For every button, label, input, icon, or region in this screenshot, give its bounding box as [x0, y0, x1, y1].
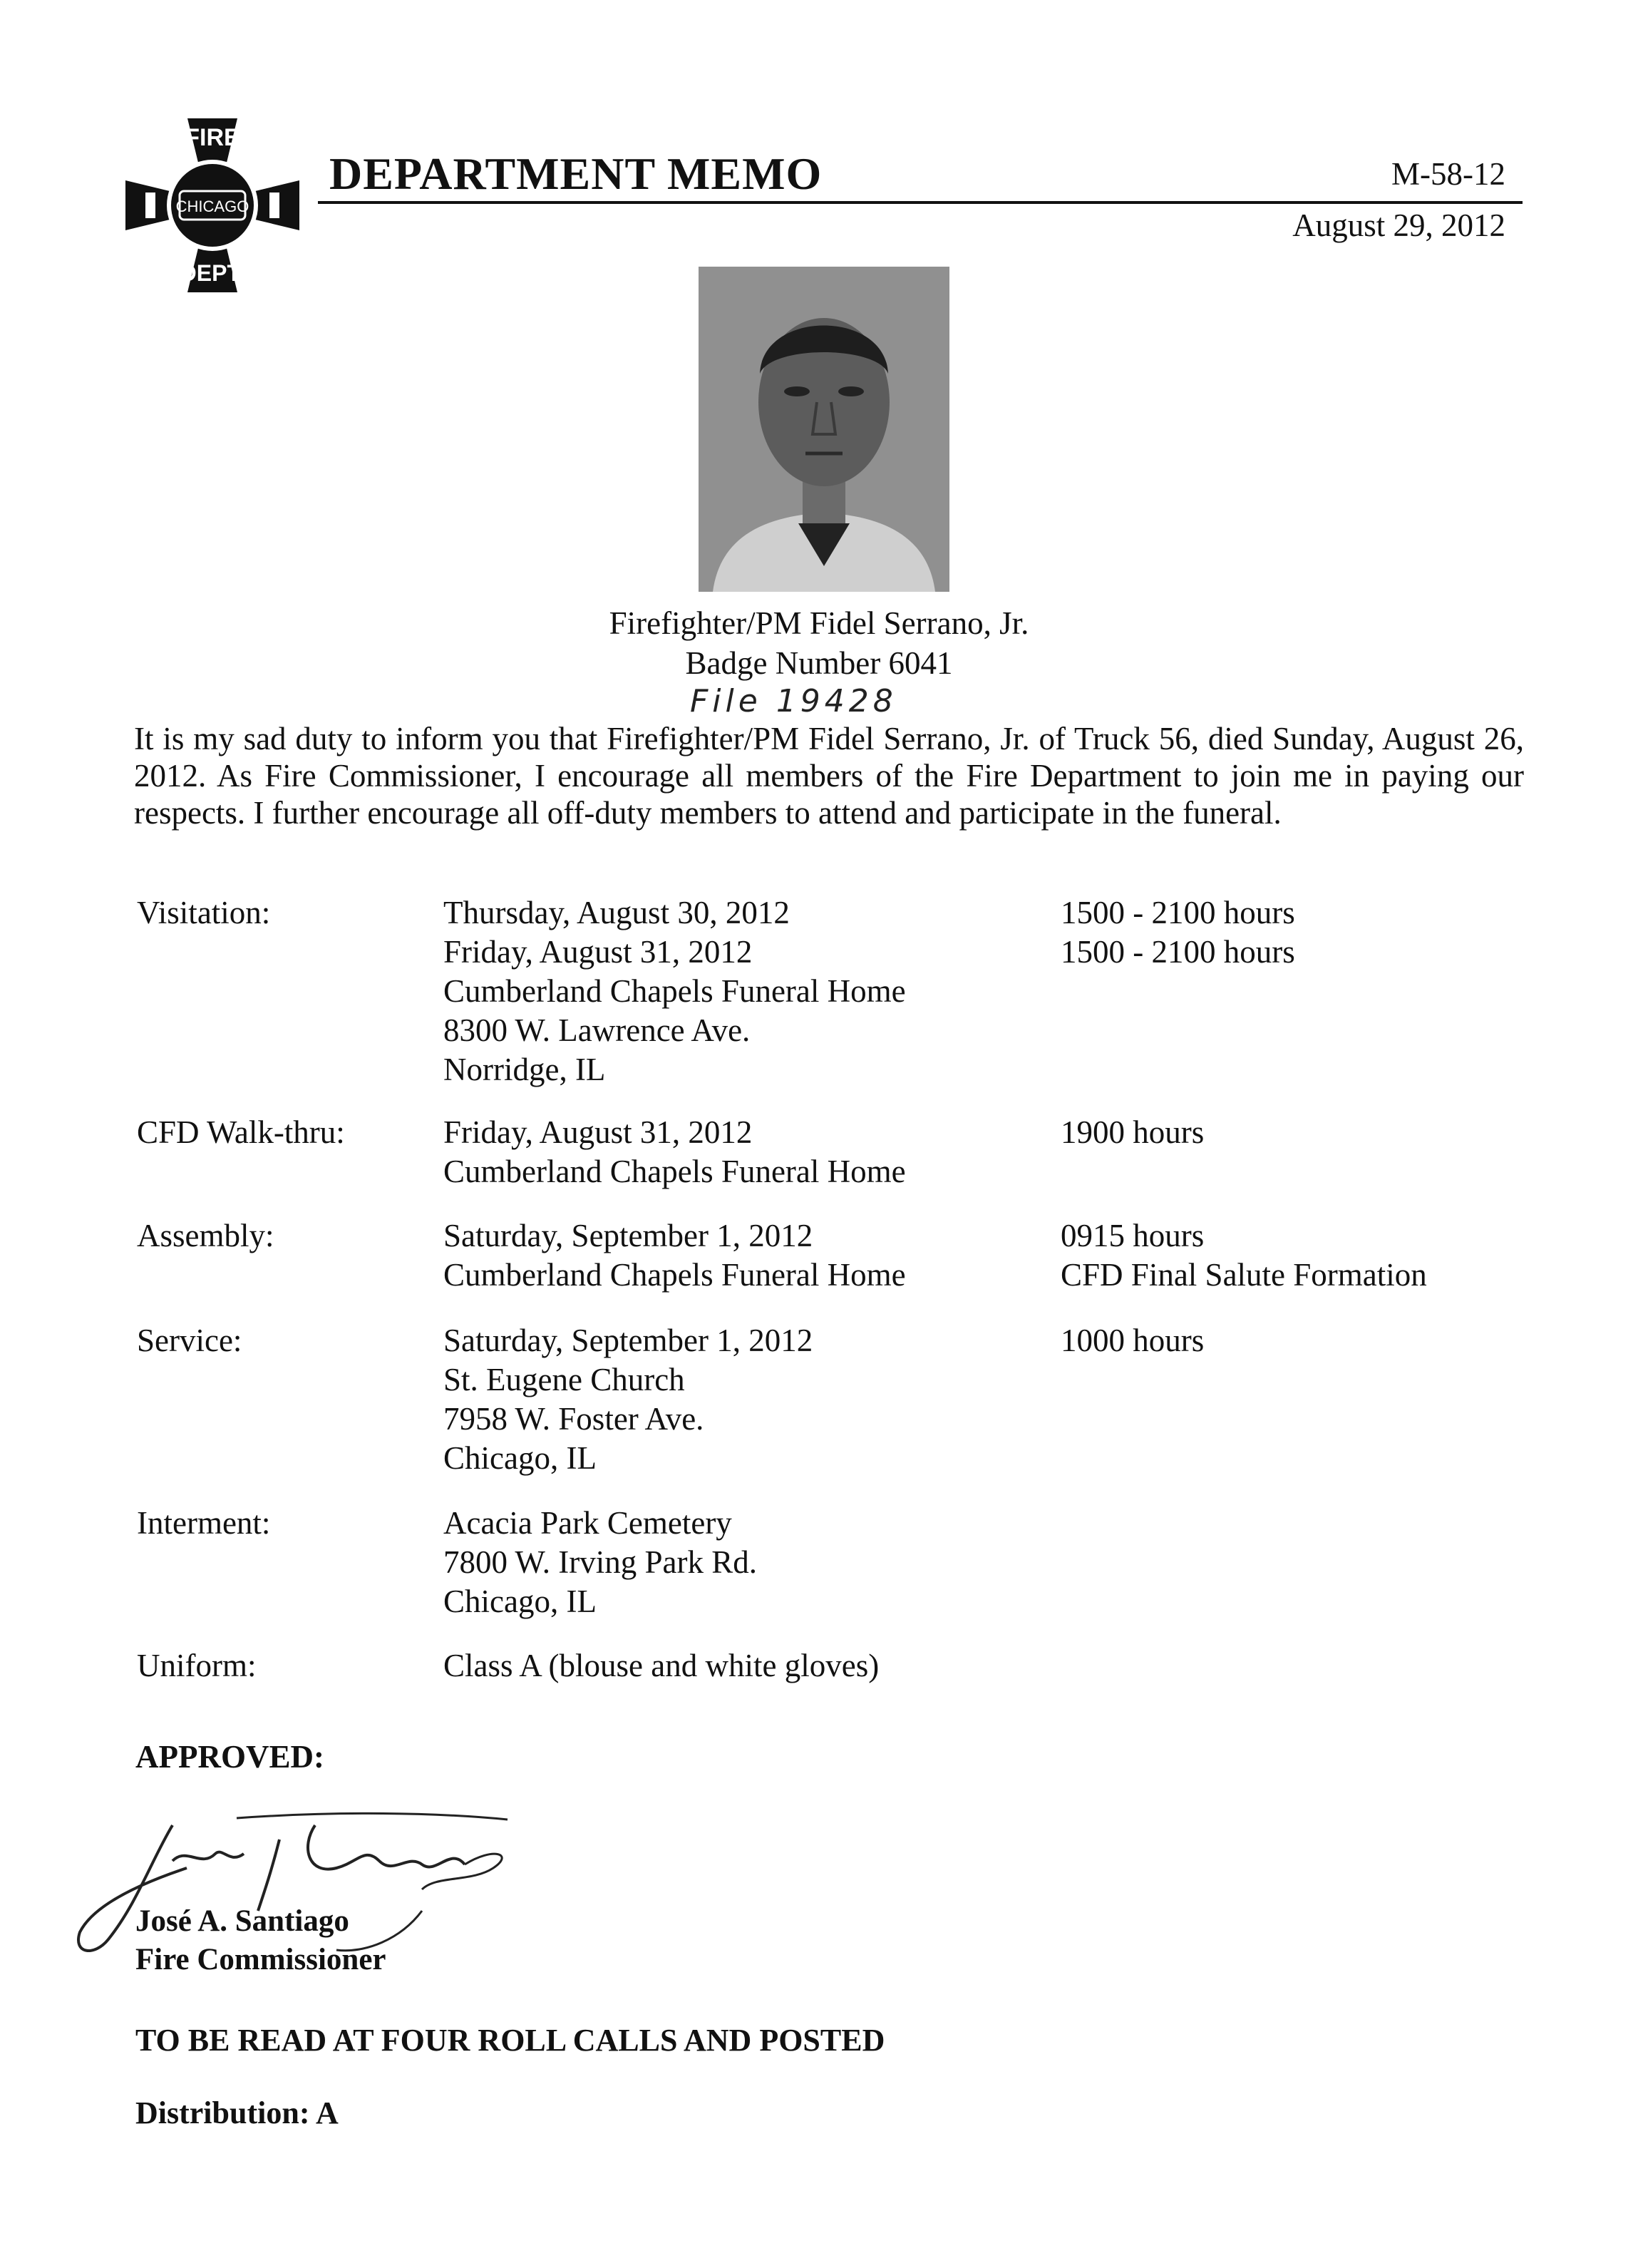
visitation-detail: 8300 W. Lawrence Ave. [443, 1012, 751, 1048]
service-detail: St. Eugene Church [443, 1362, 685, 1397]
service-detail: Chicago, IL [443, 1440, 597, 1476]
walkthru-detail: Friday, August 31, 2012 [443, 1114, 753, 1150]
walkthru-detail: Cumberland Chapels Funeral Home [443, 1154, 906, 1189]
visitation-detail: Thursday, August 30, 2012 [443, 895, 790, 930]
walkthru-time: 1900 hours [1061, 1114, 1205, 1150]
portrait-photo-icon [699, 267, 949, 592]
memo-title: DEPARTMENT MEMO [329, 148, 823, 199]
assembly-note: CFD Final Salute Formation [1061, 1257, 1427, 1293]
roll-call-instruction: TO BE READ AT FOUR ROLL CALLS AND POSTED [135, 2023, 885, 2058]
signer-name: José A. Santiago [135, 1904, 349, 1938]
assembly-time: 0915 hours [1061, 1218, 1205, 1253]
assembly-detail: Saturday, September 1, 2012 [443, 1218, 813, 1253]
visitation-time: 1500 - 2100 hours [1061, 934, 1295, 970]
distribution: Distribution: A [135, 2095, 339, 2130]
interment-detail: 7800 W. Irving Park Rd. [443, 1544, 758, 1580]
logo-bottom-text: DEPT. [180, 260, 245, 286]
walkthru-label: CFD Walk-thru: [137, 1114, 345, 1150]
service-detail: Saturday, September 1, 2012 [443, 1323, 813, 1358]
interment-label: Interment: [137, 1505, 271, 1541]
intro-paragraph: It is my sad duty to inform you that Firefighter/PM Fidel Serrano, Jr. of Truck 56, died Sunday, August 26, 2012. As Fire Commissioner, I encourage all members of the Fire Department to join me in paying our respects. I further encourage all off-duty members to attend and participate in the funeral. [134, 721, 1524, 831]
uniform-label: Uniform: [137, 1648, 257, 1683]
uniform-detail: Class A (blouse and white gloves) [443, 1648, 880, 1683]
visitation-detail: Norridge, IL [443, 1052, 606, 1087]
service-label: Service: [137, 1323, 242, 1358]
chicago-fire-dept-logo [120, 113, 305, 298]
visitation-time: 1500 - 2100 hours [1061, 895, 1295, 930]
signer-role: Fire Commissioner [135, 1943, 386, 1976]
assembly-label: Assembly: [137, 1218, 274, 1253]
logo-center-text: CHICAGO [175, 197, 249, 215]
memo-date: August 29, 2012 [1292, 207, 1505, 243]
memo-number: M-58-12 [1391, 156, 1505, 192]
header-rule [318, 201, 1523, 204]
interment-detail: Acacia Park Cemetery [443, 1505, 732, 1541]
interment-detail: Chicago, IL [443, 1584, 597, 1619]
visitation-detail: Friday, August 31, 2012 [443, 934, 753, 970]
service-detail: 7958 W. Foster Ave. [443, 1401, 704, 1437]
approved-heading: APPROVED: [135, 1739, 324, 1775]
handwritten-file-note: File 19428 [690, 683, 897, 719]
photo-caption [0, 603, 1638, 683]
logo-top-text: FIRE [185, 124, 240, 151]
service-time: 1000 hours [1061, 1323, 1205, 1358]
caption-name: Firefighter/PM Fidel Serrano, Jr. [609, 605, 1029, 641]
visitation-label: Visitation: [137, 895, 271, 930]
assembly-detail: Cumberland Chapels Funeral Home [443, 1257, 906, 1293]
caption-badge: Badge Number 6041 [685, 645, 953, 681]
signer-block [135, 1902, 386, 1979]
visitation-detail: Cumberland Chapels Funeral Home [443, 973, 906, 1009]
